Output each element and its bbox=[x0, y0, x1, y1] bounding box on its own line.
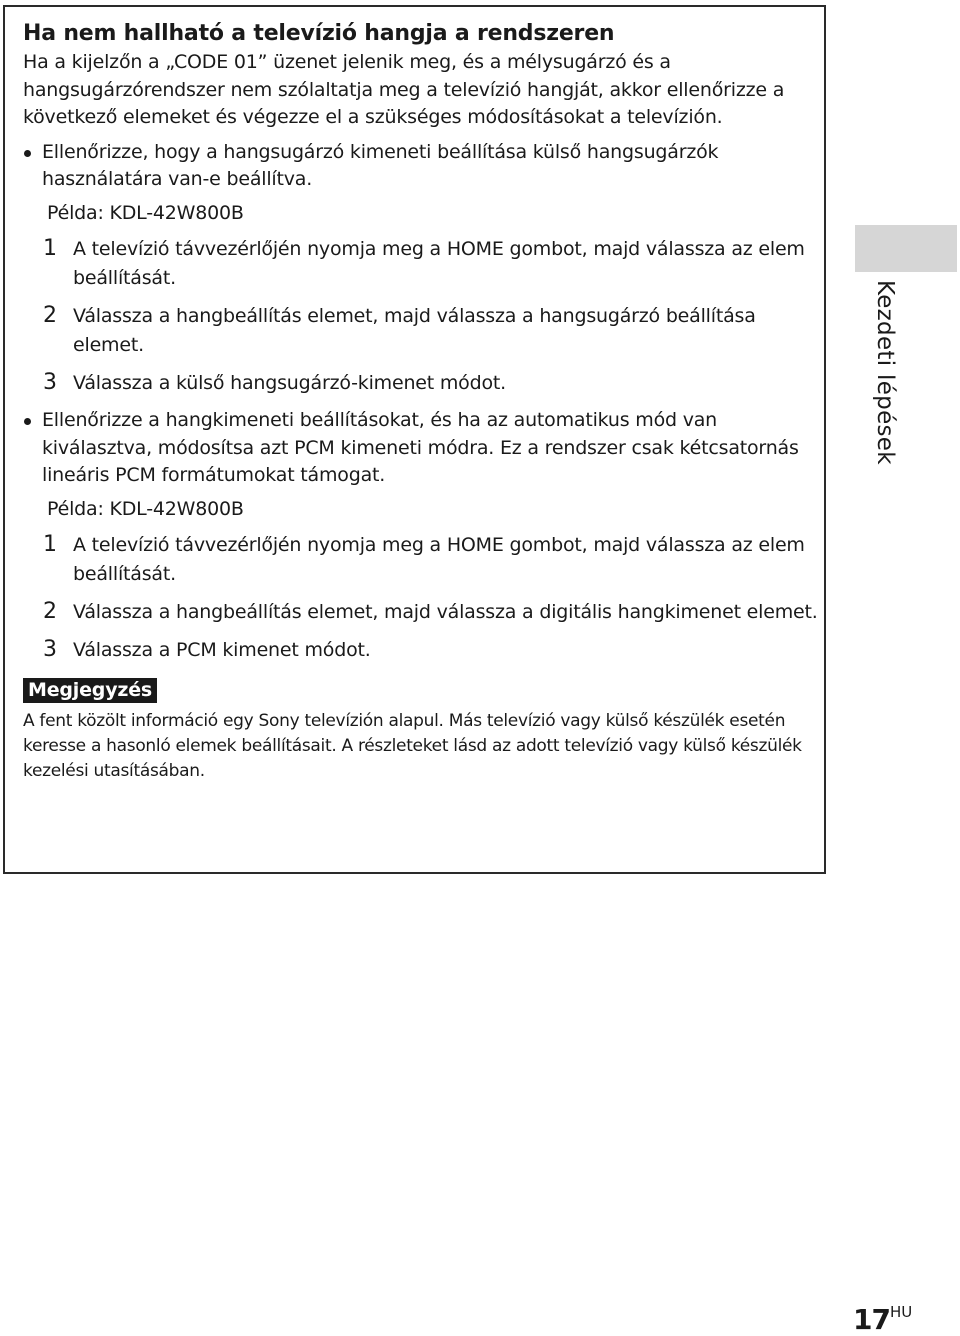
step-text: Válassza a PCM kimenet módot. bbox=[73, 639, 371, 661]
note-text: A fent közölt információ egy Sony televízión alapul. Más televízió vagy külső készülék esetén keresse a hasonló elemek beállításait. A részleteket lásd az adott televízió vagy külső készülék kezelési utasításában. bbox=[23, 711, 802, 781]
note-label: Megjegyzés bbox=[23, 678, 157, 703]
step-text: A televízió távvezérlőjén nyomja meg a HOME gombot, majd válassza az elem beállítását. bbox=[73, 238, 805, 289]
step-item bbox=[23, 235, 818, 293]
step-number: 2 bbox=[43, 303, 57, 328]
page-language-code: HU bbox=[889, 1302, 913, 1321]
bullet-item-2 bbox=[23, 407, 818, 665]
bullet-dot-icon bbox=[24, 418, 31, 425]
step-number: 3 bbox=[43, 370, 57, 395]
content-inner bbox=[23, 19, 818, 784]
step-number: 1 bbox=[43, 236, 57, 261]
bullet-text bbox=[23, 139, 818, 194]
bullet-label: Ellenőrizze a hangkimeneti beállításokat, és ha az automatikus mód van kiválasztva, módosítsa azt PCM kimeneti módra. Ez a rendszer csak kétcsatornás lineáris PCM formátumokat támogat. bbox=[42, 409, 799, 486]
side-section-label bbox=[855, 280, 915, 490]
step-number: 1 bbox=[43, 532, 57, 557]
bullet-text bbox=[23, 407, 818, 490]
side-section-text: Kezdeti lépések bbox=[872, 280, 898, 465]
content-box bbox=[3, 5, 826, 874]
step-item bbox=[23, 369, 818, 398]
step-number: 3 bbox=[43, 637, 57, 662]
side-tab-marker bbox=[855, 225, 957, 272]
intro-paragraph: Ha a kijelzőn a „CODE 01” üzenet jelenik meg, és a mélysugárzó és a hangsugárzórendszer nem szólaltatja meg a televízió hangját, akkor ellenőrizze a következő elemeket és végezze el a szükséges módosításokat a televízión. bbox=[23, 51, 785, 128]
step-number: 2 bbox=[43, 599, 57, 624]
step-text: A televízió távvezérlőjén nyomja meg a HOME gombot, majd válassza az elem beállítását. bbox=[73, 534, 805, 585]
step-item bbox=[23, 302, 818, 360]
bullet-dot-icon bbox=[24, 150, 31, 157]
step-item bbox=[23, 531, 818, 589]
step-text: Válassza a külső hangsugárzó-kimenet módot. bbox=[73, 372, 506, 394]
example-model: Példa: KDL-42W800B bbox=[47, 201, 244, 224]
step-item bbox=[23, 636, 818, 665]
page-number-value: 17 bbox=[853, 1303, 890, 1336]
example-model: Példa: KDL-42W800B bbox=[47, 497, 244, 520]
section-title: Ha nem hallható a televízió hangja a rendszeren bbox=[23, 21, 615, 46]
bullet-item-1 bbox=[23, 139, 818, 399]
bullet-label: Ellenőrizze, hogy a hangsugárzó kimeneti beállítása külső hangsugárzók használatára van-e beállítva. bbox=[42, 140, 719, 190]
step-list bbox=[23, 235, 818, 398]
step-item bbox=[23, 598, 818, 627]
step-text: Válassza a hangbeállítás elemet, majd válassza a hangsugárzó beállítása elemet. bbox=[73, 305, 756, 356]
step-text: Válassza a hangbeállítás elemet, majd válassza a digitális hangkimenet elemet. bbox=[73, 601, 818, 623]
step-list bbox=[23, 531, 818, 665]
page-number bbox=[853, 1303, 912, 1336]
